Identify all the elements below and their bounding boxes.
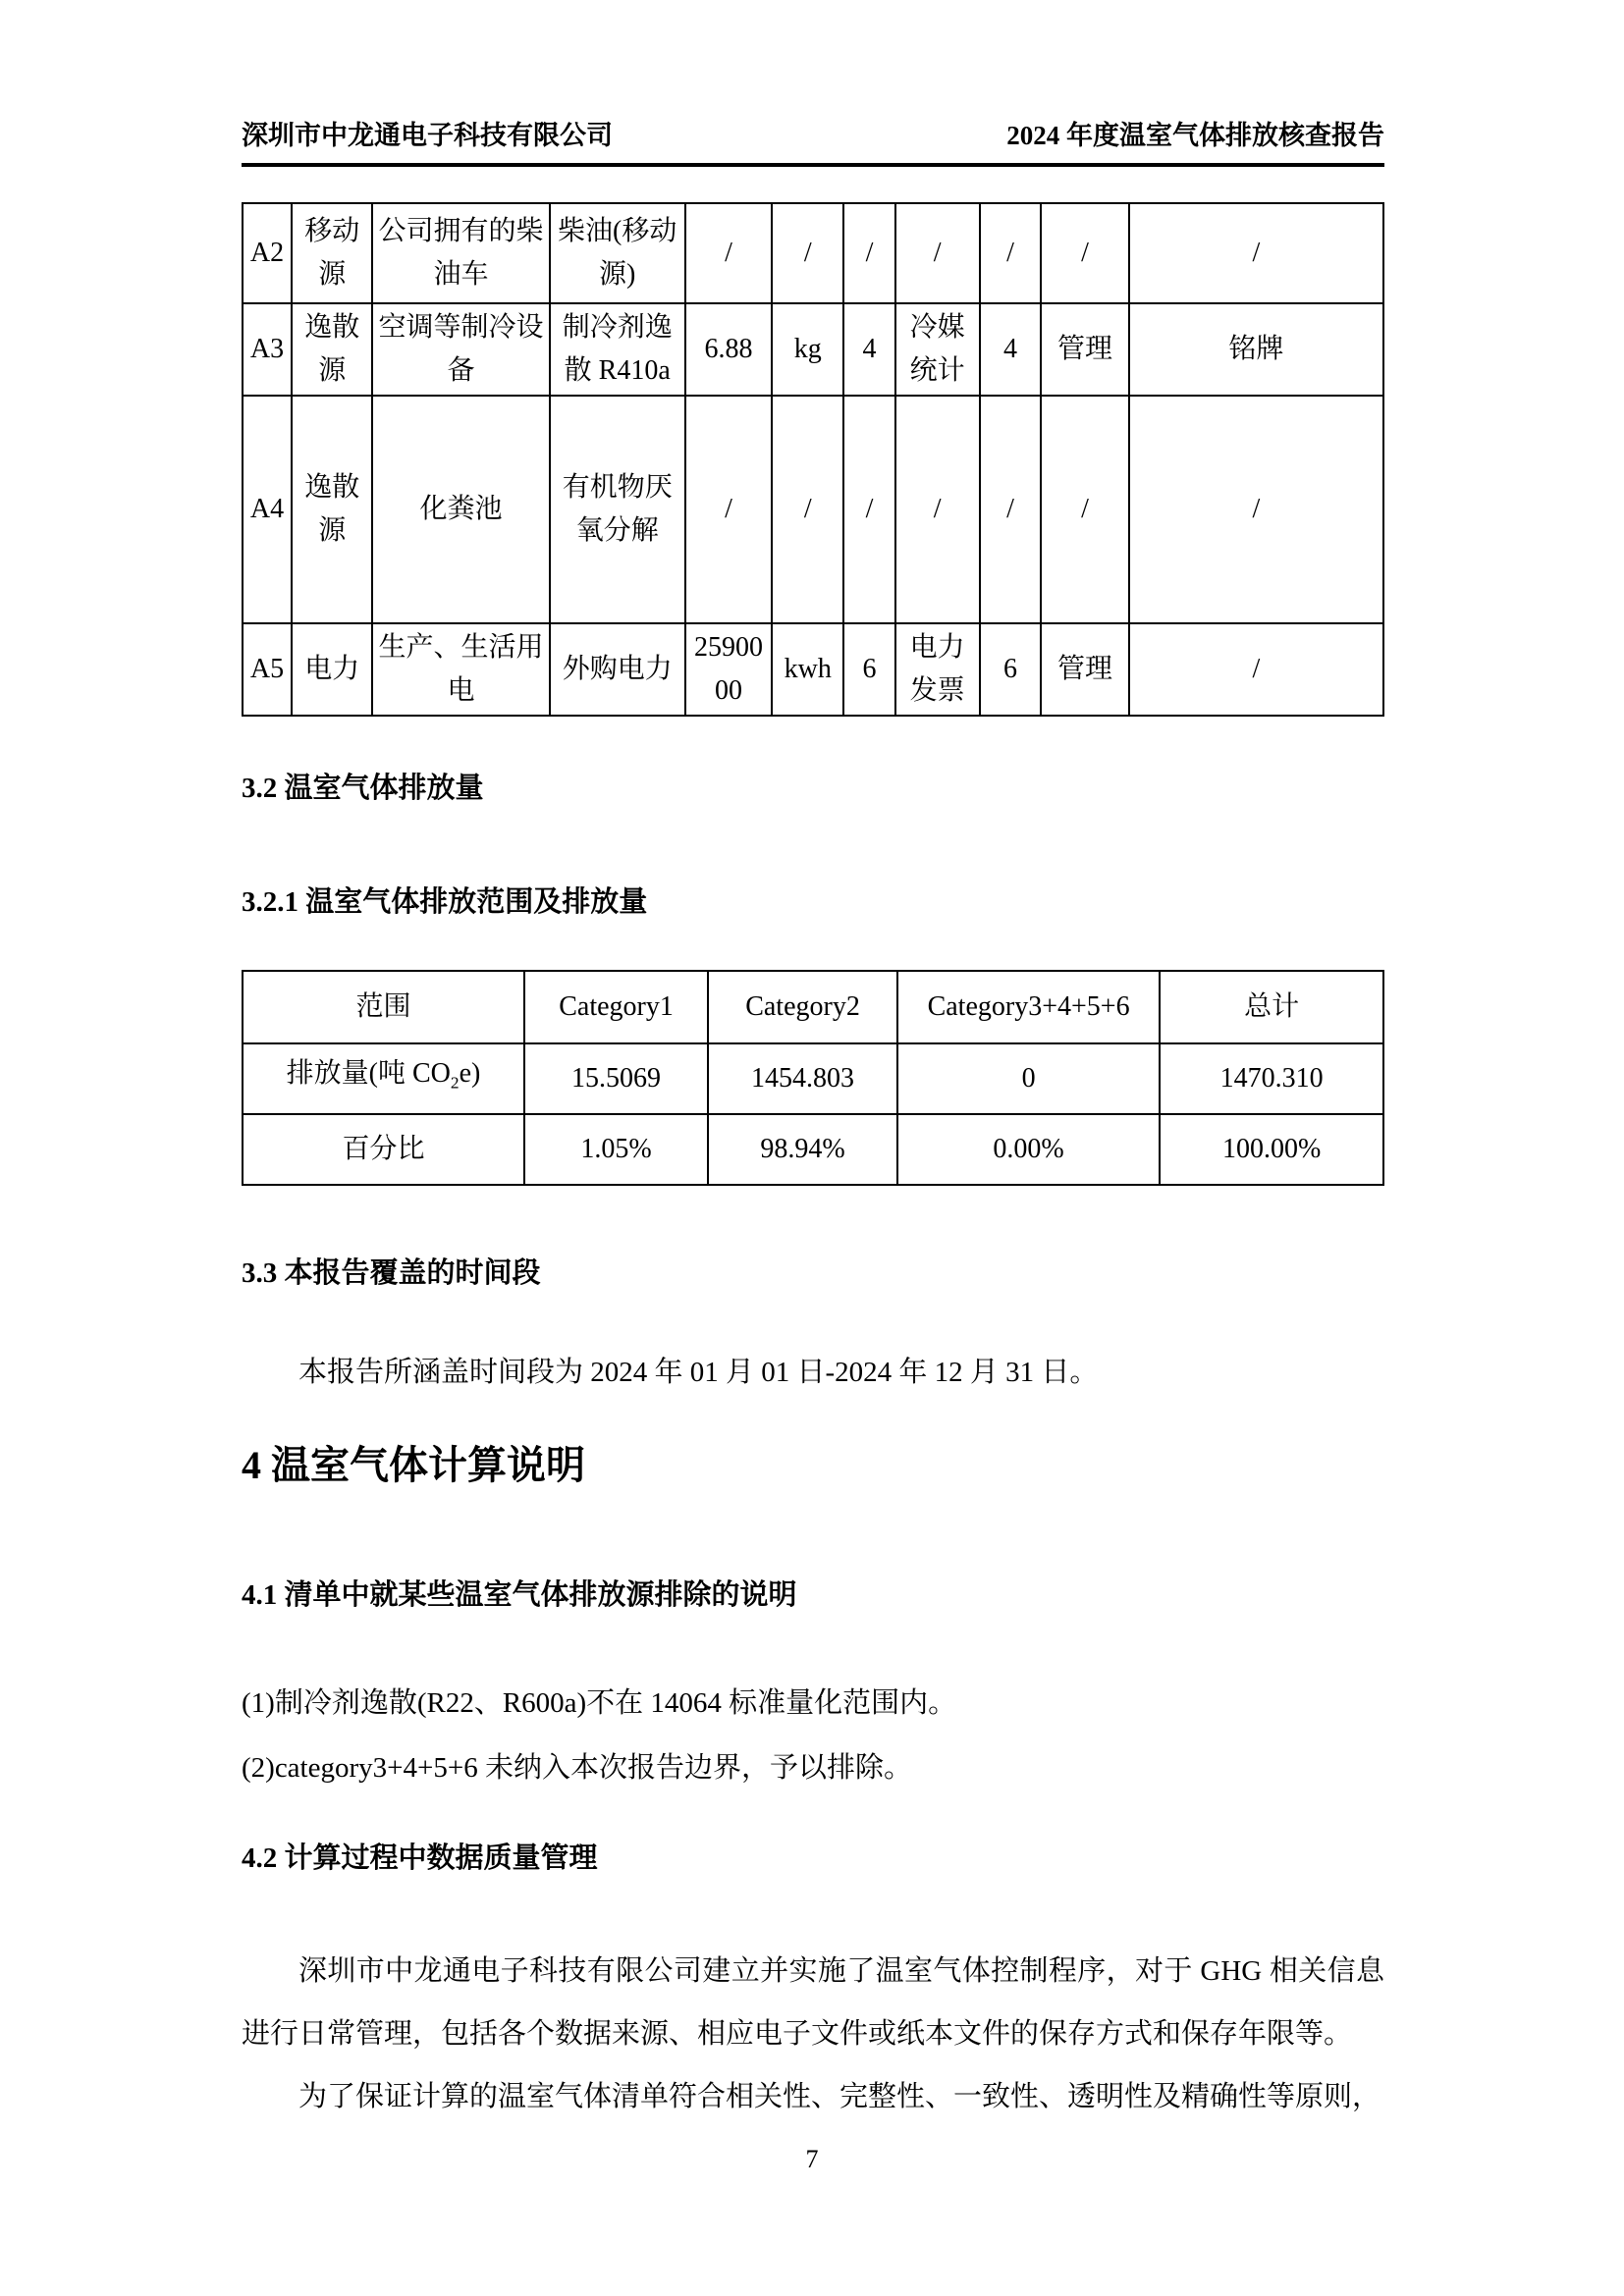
- source-evidence-cell: 冷媒统计: [895, 303, 980, 396]
- source-count2-cell: 4: [980, 303, 1042, 396]
- header-company-name: 深圳市中龙通电子科技有限公司: [242, 121, 613, 150]
- section-heading-4-2: 4.2 计算过程中数据质量管理: [242, 1842, 598, 1874]
- source-id-cell: A4: [243, 396, 292, 623]
- source-desc-cell: 空调等制冷设备: [372, 303, 549, 396]
- header-report-title: 2024 年度温室气体排放核查报告: [1006, 121, 1384, 150]
- source-mgmt-cell: /: [1041, 203, 1128, 303]
- emission-source-table: [242, 202, 1384, 717]
- source-detail-cell: 制冷剂逸散 R410a: [550, 303, 685, 396]
- source-evidence-cell: /: [895, 396, 980, 623]
- source-count-cell: 4: [843, 303, 894, 396]
- source-evidence-cell: 电力发票: [895, 623, 980, 716]
- source-count-cell: 6: [843, 623, 894, 716]
- scope-header-cell: Category1: [524, 971, 708, 1043]
- scope-header-cell: 范围: [243, 971, 524, 1043]
- source-mgmt-cell: 管理: [1041, 623, 1128, 716]
- source-mgmt-cell: 管理: [1041, 303, 1128, 396]
- emission-value-cell: 0: [897, 1043, 1160, 1114]
- table-row: [243, 303, 1383, 396]
- source-unit-cell: /: [772, 396, 843, 623]
- source-count-cell: /: [843, 203, 894, 303]
- source-type-cell: 移动源: [292, 203, 373, 303]
- source-detail-cell: 有机物厌氧分解: [550, 396, 685, 623]
- co2e-label-prefix: 排放量(吨 CO: [286, 1058, 451, 1090]
- exclusion-list: [242, 1671, 1384, 1800]
- section-heading-3-3: 3.3 本报告覆盖的时间段: [242, 1257, 541, 1289]
- emission-scope-table: [242, 970, 1384, 1186]
- source-proof-cell: /: [1129, 396, 1383, 623]
- running-header: [242, 0, 1384, 167]
- emission-value-cell: 15.5069: [524, 1043, 708, 1114]
- emission-amount-label: [243, 1043, 524, 1114]
- co2e-subscript: 2: [450, 1073, 460, 1093]
- scope-header-cell: Category2: [708, 971, 897, 1043]
- source-value-cell: 2590000: [685, 623, 772, 716]
- source-value-cell: 6.88: [685, 303, 772, 396]
- emission-amount-row: [243, 1043, 1383, 1114]
- source-unit-cell: kg: [772, 303, 843, 396]
- source-detail-cell: 柴油(移动源): [550, 203, 685, 303]
- source-count-cell: /: [843, 396, 894, 623]
- percentage-value-cell: 0.00%: [897, 1114, 1160, 1185]
- percentage-value-cell: 100.00%: [1160, 1114, 1383, 1185]
- exclusion-item-1: (1)制冷剂逸散(R22、R600a)不在 14064 标准量化范围内。: [242, 1687, 957, 1719]
- source-value-cell: /: [685, 396, 772, 623]
- source-count2-cell: /: [980, 396, 1042, 623]
- scope-header-cell: Category3+4+5+6: [897, 971, 1160, 1043]
- table-row: [243, 623, 1383, 716]
- percentage-label: 百分比: [243, 1114, 524, 1185]
- percentage-value-cell: 98.94%: [708, 1114, 897, 1185]
- percentage-row: [243, 1114, 1383, 1185]
- scope-header-cell: 总计: [1160, 971, 1383, 1043]
- source-desc-cell: 化粪池: [372, 396, 549, 623]
- section-heading-3-2-1: 3.2.1 温室气体排放范围及排放量: [242, 886, 648, 918]
- co2e-label-suffix: e): [459, 1058, 481, 1090]
- page-number: 7: [805, 2145, 819, 2173]
- source-evidence-cell: /: [895, 203, 980, 303]
- quality-management-paragraph-2: 为了保证计算的温室气体清单符合相关性、完整性、一致性、透明性及精确性等原则，: [298, 2081, 1381, 2112]
- source-id-cell: A5: [243, 623, 292, 716]
- source-id-cell: A3: [243, 303, 292, 396]
- source-type-cell: 逸散源: [292, 396, 373, 623]
- source-proof-cell: /: [1129, 203, 1383, 303]
- source-mgmt-cell: /: [1041, 396, 1128, 623]
- source-unit-cell: /: [772, 203, 843, 303]
- source-value-cell: /: [685, 203, 772, 303]
- exclusion-item-2: (2)category3+4+5+6 未纳入本次报告边界，予以排除。: [242, 1752, 912, 1784]
- source-proof-cell: /: [1129, 623, 1383, 716]
- source-count2-cell: /: [980, 203, 1042, 303]
- source-unit-cell: kwh: [772, 623, 843, 716]
- percentage-value-cell: 1.05%: [524, 1114, 708, 1185]
- source-count2-cell: 6: [980, 623, 1042, 716]
- emission-value-cell: 1454.803: [708, 1043, 897, 1114]
- table-header-row: [243, 971, 1383, 1043]
- source-desc-cell: 生产、生活用电: [372, 623, 549, 716]
- table-row: [243, 396, 1383, 623]
- source-proof-cell: 铭牌: [1129, 303, 1383, 396]
- source-detail-cell: 外购电力: [550, 623, 685, 716]
- chapter-heading-4: 4 温室气体计算说明: [242, 1443, 585, 1487]
- period-paragraph: 本报告所涵盖时间段为 2024 年 01 月 01 日-2024 年 12 月 31 日。: [298, 1357, 1099, 1388]
- table-row: [243, 203, 1383, 303]
- emission-value-cell: 1470.310: [1160, 1043, 1383, 1114]
- source-id-cell: A2: [243, 203, 292, 303]
- section-heading-4-1: 4.1 清单中就某些温室气体排放源排除的说明: [242, 1579, 797, 1611]
- section-heading-3-2: 3.2 温室气体排放量: [242, 773, 484, 804]
- source-desc-cell: 公司拥有的柴油车: [372, 203, 549, 303]
- quality-management-paragraph-1: 深圳市中龙通电子科技有限公司建立并实施了温室气体控制程序，对于 GHG 相关信息进行日常管理，包括各个数据来源、相应电子文件或纸本文件的保存方式和保存年限等。: [242, 1955, 1384, 2050]
- source-type-cell: 电力: [292, 623, 373, 716]
- source-type-cell: 逸散源: [292, 303, 373, 396]
